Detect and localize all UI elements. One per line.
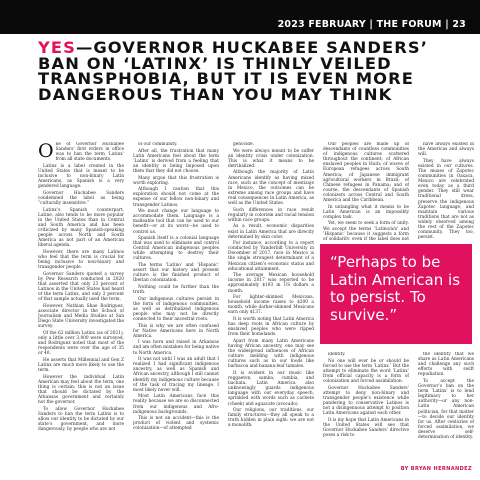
article-paragraph: As a result, economic disparities exist in Latin America that are directly determined by skin color. [228, 224, 314, 240]
article-paragraph: Such differences in race result regularly in colorism and racial tension within race groups. [228, 207, 314, 223]
article-paragraph: This is not an accident—this is the product of violent and systemic colonization—of attempted [133, 416, 219, 432]
article-paragraph: Yet, we seem to seek a form of unity. We accept the terms ‘Latino/a/x’ and ‘Hispanic’ because it suggests a form of solidarity, even if the label does not [323, 221, 409, 240]
article-paragraph: I was born and raised in Arkansas and am often mistaken for being native to North America. [133, 340, 219, 356]
article-paragraph: In untangling what it means to be Latin American is an impossibly complex task. [323, 204, 409, 220]
article-paragraph: Apart from many Latin Americans having African ancestry, one may see the widespread influences of African culture melding with indigenous cultures such as in our foods like barbacoa and banana-leaf tamales. [228, 338, 314, 370]
pull-quote-box [320, 244, 472, 344]
article-paragraph: identity. [328, 352, 346, 357]
headline-kicker: YES [38, 38, 76, 57]
page-header-bar [0, 0, 480, 34]
article-paragraph: the identity that we share as Latin Americans and challenge any such efforts with swift repudiation. [418, 352, 474, 378]
article-column-4-bottom [323, 352, 409, 464]
column-3-paragraphs [228, 142, 314, 428]
column-5-top-paragraphs [418, 142, 474, 240]
pull-quote-text: “Perhaps to be Latin American is to persist. To survive.” [330, 253, 461, 324]
drop-cap: O [38, 142, 54, 162]
article-paragraph: He asserts that Millennial and Gen Z Latinx are much more likely to use the term. [38, 357, 124, 373]
column-4-bottom-paragraphs [323, 352, 409, 438]
issue-date-page-number: 2023 FEBRUARY | THE FORUM | 23 [277, 19, 466, 30]
article-paragraph: have always existed in the Americas and always will. [418, 142, 474, 158]
article-paragraph: However, Nathian Shae Rodriguez, associate director in the School of Journalism and Media Studies at San Diego State University investigated the survey. [38, 303, 124, 330]
article-paragraph: Latinx is a label created in the United States that is meant to be inclusive to non-binary Latin Americans, as Spanish is a very gendered language. [38, 163, 124, 190]
article-paragraph: It was not until I was an adult that I realized I had significant indigenous ancestry, as well as Spanish and African ancestry, although I still cannot identify my indigenous culture because of the task of tracing my lineage. I most likely never will. [133, 357, 219, 393]
article-paragraph: It is my hope that Latin Americans in the United States will see that Governor Huckabee Sanders’ directive poses a risk to [323, 417, 409, 438]
column-2-paragraphs [133, 142, 219, 431]
article-paragraph: The terms ‘Latino’ and ‘Hispanic’ assert that our history and present culture is the finished product of Iberian colonization. [133, 263, 219, 284]
article-column-5-bottom [418, 352, 474, 452]
article-paragraph: Our peoples are made up of descendants of countless communities of indigenous cultures scattered throughout the continent; of African enslaved peoples in Haiti; of waves of European refugees across South America; of Japanese immigrant agricultural workers in Brazil; of Chinese refugees in Panama; and of course, the descendants of Spanish colonizers across Central and South America and the Caribbean. [323, 142, 409, 204]
article-paragraph: of our community. [138, 142, 178, 147]
article-paragraph: Many argue that this frustration is worth exploring. [133, 175, 219, 186]
article-paragraph: Spanish itself is a colonial language that was used to eliminate and control Central American indigenous peoples while attempting to destroy their cultures. [133, 236, 219, 262]
article-paragraph: Our indigenous cultures persist in the form of indigenous communities, as well as detribalized indigenous people who may not be directly connected to their ancestral roots. [133, 296, 219, 322]
author-byline: BY BRYAN HERNANDEZ [400, 466, 472, 472]
column-4-top-paragraphs [323, 142, 409, 240]
article-paragraph: For lighter-skinned Mexicans, household income raises to $200 a month, while darker-skinned Mexicans earn only $137. [228, 295, 314, 316]
article-paragraph: Although the majority of Latin Americans identify as having mixed race, such as the concept of mestizaje in Mexico, the outcomes can be extreme among race groups and have real consequences in Latin America, as well as the United States. [228, 170, 314, 207]
article-paragraph: After all, the frustration that many Latin Americans feel about the term ‘Latinx’ is derived from a feeling that an identity is being imposed upon them that they did not choose. [133, 148, 219, 174]
article-paragraph: Most Latin Americans face this reality because we are so disconnected from our indigenous and Afro-indigenous backgrounds. [133, 394, 219, 415]
article-paragraph: ne of Governor Huckabee Sanders’ first orders in office was to ban the term ‘Latinx’ from all state documents. [55, 142, 124, 163]
column-5-bottom-paragraphs [418, 352, 474, 440]
article-paragraph: Governor Huckabee Sanders condemned the label as being “culturally insensitive.” [38, 190, 124, 207]
article-column-5-top [418, 142, 474, 240]
article-column-2 [133, 142, 219, 468]
article-paragraph: We were always meant to be suffer an identity crisis under colonization. This is what it means to be detribalized. [228, 148, 314, 169]
article-paragraph: No one will ever be or should be forced to use the term ‘Latinx.’ But the attempt to eliminate the word ‘Latinx’ from official capacity is a form of colonization and forced assimilation. [323, 358, 409, 384]
article-column-1 [38, 142, 124, 468]
article-paragraph: We must change our language to accommodate them. Language is a malleable tool that can be used to our benefit—or at its worst—be used to control us. [133, 209, 219, 235]
article-paragraph: They have always existed in our cultures. The muxes of Zapotec communities in Oaxaca, Mexico are celebrated even today as a third gender. They still wear traditional dress, preserve the indigenous Zapotec language, and maintain various traditions that are not as widely observed among the rest of the Zapotec community. They too, persist. [418, 158, 474, 240]
article-paragraph: Governor Sanders quoted a survey by Pew Research conducted in 2020 that asserted that only 23 percent of Latinos in the United States had heard of the term Latinx, and only 3 percent of that sample actually used the term. [38, 271, 124, 303]
article-paragraph: It is evident in our music like reggaeton, samba, cumbia, and bachata. Latin America also unknowingly guards indigenous language with our everyday speech, sprinkled with words such as cachete (cheek) and aguacate (avocado). [228, 370, 314, 407]
article-paragraph: It is worth noting that Latin America has deep roots in African culture by enslaved peoples who were ripped from their homelands. [228, 317, 314, 338]
column-1-paragraphs [38, 142, 124, 432]
article-paragraph: genocide. [233, 142, 255, 147]
article-column-3 [228, 142, 314, 468]
article-paragraph: Governor Huckabee Sanders’ attempt to deny non-binary and transgender people’s existence while pandering to conservative Latinos is not a disingenuous attempt to position Latin Americans against each other. [323, 385, 409, 417]
article-paragraph: Of the 62 million Latinx (as of 2021), only a little over 3,000 were surveyed, and Rodriguez noted that most of the respondents were over the age of 35 or 40. [38, 330, 124, 357]
headline-text: —GOVERNOR HUCKABEE SANDERS’ BAN ON ‘LATINX’ IS THINLY VEILED TRANSPHOBIA, BUT IT IS EVEN MORE DANGEROUS THAN YOU MAY THINK [38, 38, 428, 104]
article-paragraph: To accept the Governor’s ban on the term ‘Latinx’ is to lend legitimacy to her authority—or any non-Latin American politician, for that matter—to decide our identity for us. After centuries of forced assimilation, we deserve self-determination of identity. [418, 378, 474, 440]
article-paragraph: This is why we are often confused for Native Americans here in North America. [133, 323, 219, 339]
article-paragraph: Although I caution that this exploration should not come at the expense of our fellow non-binary and transgender Latinos. [133, 187, 219, 208]
article-paragraph: Nothing could be further than the truth. [133, 284, 219, 296]
article-column-4-top [323, 142, 409, 240]
article-paragraph: To allow Governor Huckabee Sanders to ban the term Latinx is to allow our identity to be dictated by our state’s government, and more dangerously, by people who are not [38, 406, 124, 432]
article-paragraph: However the individual Latin American may feel about the term, one thing is certain: this is not an issue that should be dictated by the Arkansas government and certainly not the governor. [38, 374, 124, 405]
article-paragraph: Latinx’s Spanish counterpart, Latine, also tends to be more popular in the United States than in Central and South America and has been criticized by many Spanish-speaking people across North and South America as not part of an American liberal agenda. [38, 207, 124, 249]
article-paragraph: The average Mexican household income in 2017 was reported to be approximately $193 in US dollars a month. [228, 273, 314, 294]
article-paragraph: However, there are many Latinos who feel that the term is crucial for being inclusive to non-binary and transgender people. [38, 249, 124, 271]
article-headline [38, 40, 458, 102]
article-paragraph: For instance, according to a report conducted by Vanderbilt University in December of 2017, race in Mexico is the single strongest determinant of a Mexican citizen’s economic status and educational attainment. [228, 241, 314, 272]
article-paragraph: Our religions, our traditions, our family structures—they all speak to a truth hidden in plain sight: we are not a monolith. [228, 408, 314, 429]
